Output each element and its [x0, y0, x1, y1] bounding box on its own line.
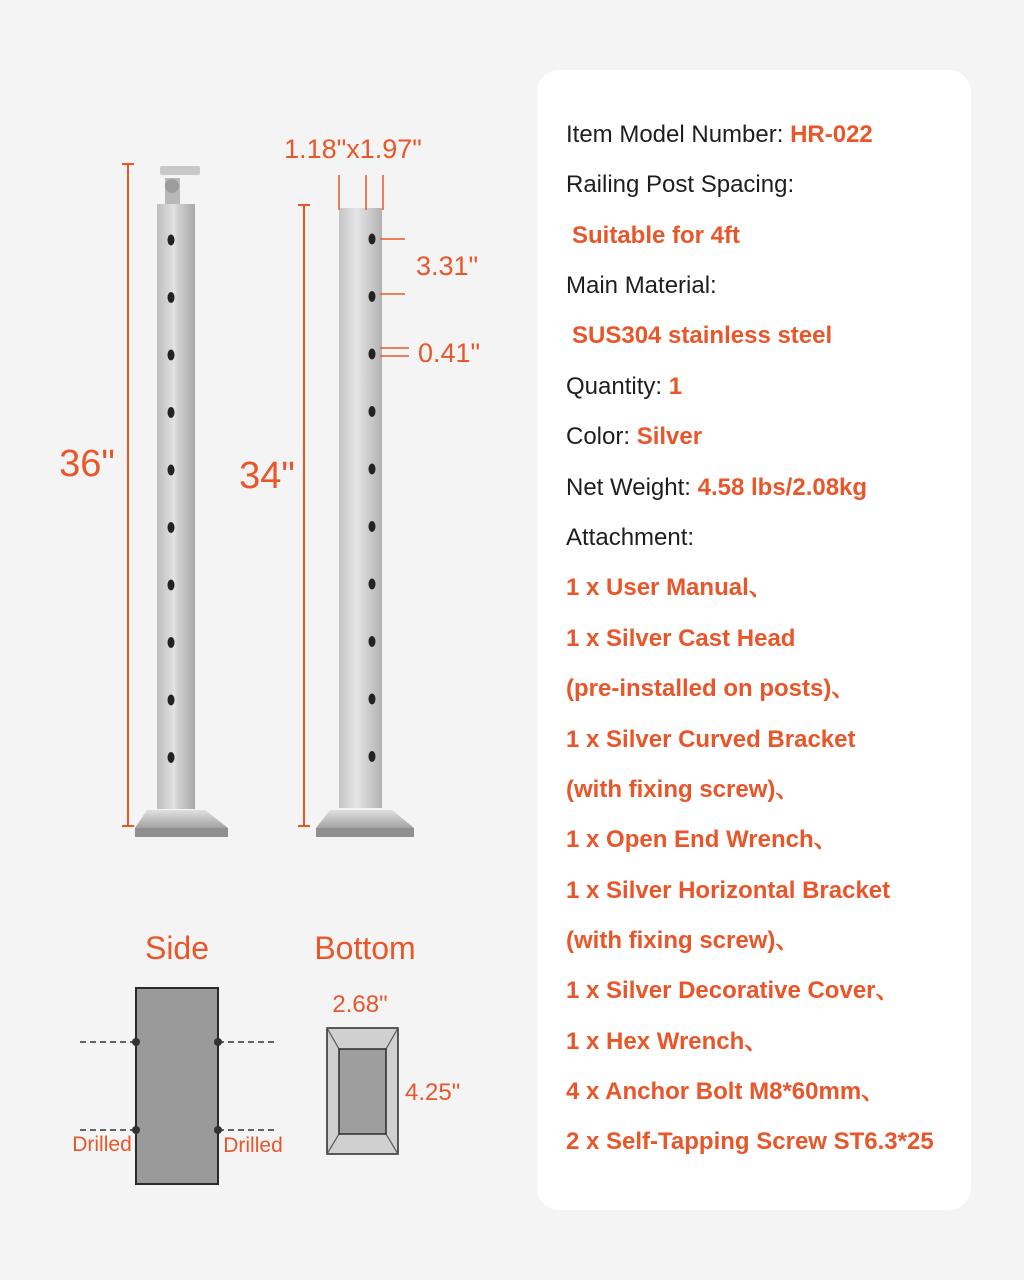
cable-hole	[369, 291, 376, 302]
spec-model-value: HR-022	[790, 121, 873, 148]
spec-color	[566, 422, 702, 452]
spec-quantity	[566, 372, 682, 402]
cable-hole	[369, 579, 376, 590]
drilled-right-label: Drilled	[223, 1134, 283, 1157]
post-1-base-edge	[135, 828, 228, 837]
spec-attachment-label: Attachment:	[566, 524, 695, 551]
section-dimension	[284, 134, 422, 210]
cable-hole	[369, 234, 376, 245]
spec-quantity-label: Quantity:	[566, 373, 669, 400]
post-2-base-edge	[316, 828, 414, 837]
base-length-label: 4.25"	[405, 1079, 461, 1106]
hole-spacing-dimension	[380, 239, 478, 294]
cable-hole	[168, 350, 175, 361]
attachment-item: 1 x Silver Cast Head	[566, 625, 796, 652]
attachment-item: 1 x Open End Wrench、	[566, 826, 838, 853]
cable-hole	[168, 522, 175, 533]
spec-material-label: Main Material:	[566, 272, 717, 299]
spec-color-label: Color:	[566, 423, 637, 450]
attachment-item: 4 x Anchor Bolt M8*60mm、	[566, 1078, 886, 1105]
attachment-item: 1 x Silver Curved Bracket	[566, 726, 856, 753]
spec-weight-label: Net Weight:	[566, 474, 698, 501]
spec-spacing-label: Railing Post Spacing:	[566, 171, 795, 198]
post-plain-top	[316, 208, 414, 837]
bottom-view-title: Bottom	[314, 930, 416, 966]
attachment-item: 1 x Hex Wrench、	[566, 1028, 769, 1055]
attachment-item: (with fixing screw)、	[566, 776, 800, 803]
spec-model-label: Item Model Number:	[566, 121, 791, 148]
cable-hole	[369, 694, 376, 705]
hole-diameter-dimension	[380, 338, 480, 368]
attachment-item: (pre-installed on posts)、	[566, 675, 856, 702]
post-2-base-plate	[316, 810, 414, 828]
base-width-label: 2.68"	[332, 991, 388, 1018]
side-view-title: Side	[144, 930, 210, 966]
cable-hole	[369, 406, 376, 417]
height-34-label: 34"	[239, 455, 295, 497]
spec-spacing-value: Suitable for 4ft	[572, 222, 741, 249]
post-1-shaft	[157, 204, 195, 809]
cable-hole	[369, 751, 376, 762]
height-36-dimension	[59, 163, 134, 826]
hole-spacing-label: 3.31"	[416, 251, 479, 281]
cable-hole	[168, 752, 175, 763]
height-34-dimension	[239, 205, 310, 826]
cable-hole	[369, 349, 376, 360]
attachment-item: (with fixing screw)、	[566, 927, 800, 954]
section-label: 1.18"x1.97"	[284, 134, 422, 164]
post-1-base-plate	[135, 810, 228, 828]
bottom-view	[314, 930, 460, 1154]
cable-hole	[369, 464, 376, 475]
side-view	[72, 930, 283, 1184]
attachment-item: 1 x Silver Decorative Cover、	[566, 977, 900, 1004]
cable-hole	[369, 521, 376, 532]
cable-hole	[168, 465, 175, 476]
attachment-item: 1 x User Manual、	[566, 574, 773, 601]
cable-hole	[168, 292, 175, 303]
cable-hole	[168, 407, 175, 418]
spec-weight	[566, 473, 867, 503]
attachment-item: 1 x Silver Horizontal Bracket	[566, 877, 891, 904]
post-2-shaft	[339, 208, 382, 808]
cable-hole	[168, 637, 175, 648]
cable-hole	[168, 695, 175, 706]
spec-weight-value: 4.58 lbs/2.08kg	[697, 474, 868, 501]
spec-model	[566, 120, 873, 150]
cast-head-joint	[165, 179, 179, 193]
spec-quantity-value: 1	[668, 373, 683, 400]
base-inner-tube	[339, 1049, 386, 1134]
cable-hole	[168, 580, 175, 591]
side-view-profile	[136, 988, 218, 1184]
hole-diameter-label: 0.41"	[418, 338, 481, 368]
cable-hole	[369, 636, 376, 647]
height-36-label: 36"	[59, 443, 115, 485]
cable-hole	[168, 235, 175, 246]
cast-head-plate	[160, 166, 200, 175]
attachment-item: 2 x Self-Tapping Screw ST6.3*25	[566, 1128, 934, 1155]
drilled-left-label: Drilled	[72, 1133, 132, 1156]
post-with-cast-head	[135, 166, 228, 837]
spec-color-value: Silver	[636, 423, 703, 450]
spec-material-value: SUS304 stainless steel	[572, 322, 833, 349]
